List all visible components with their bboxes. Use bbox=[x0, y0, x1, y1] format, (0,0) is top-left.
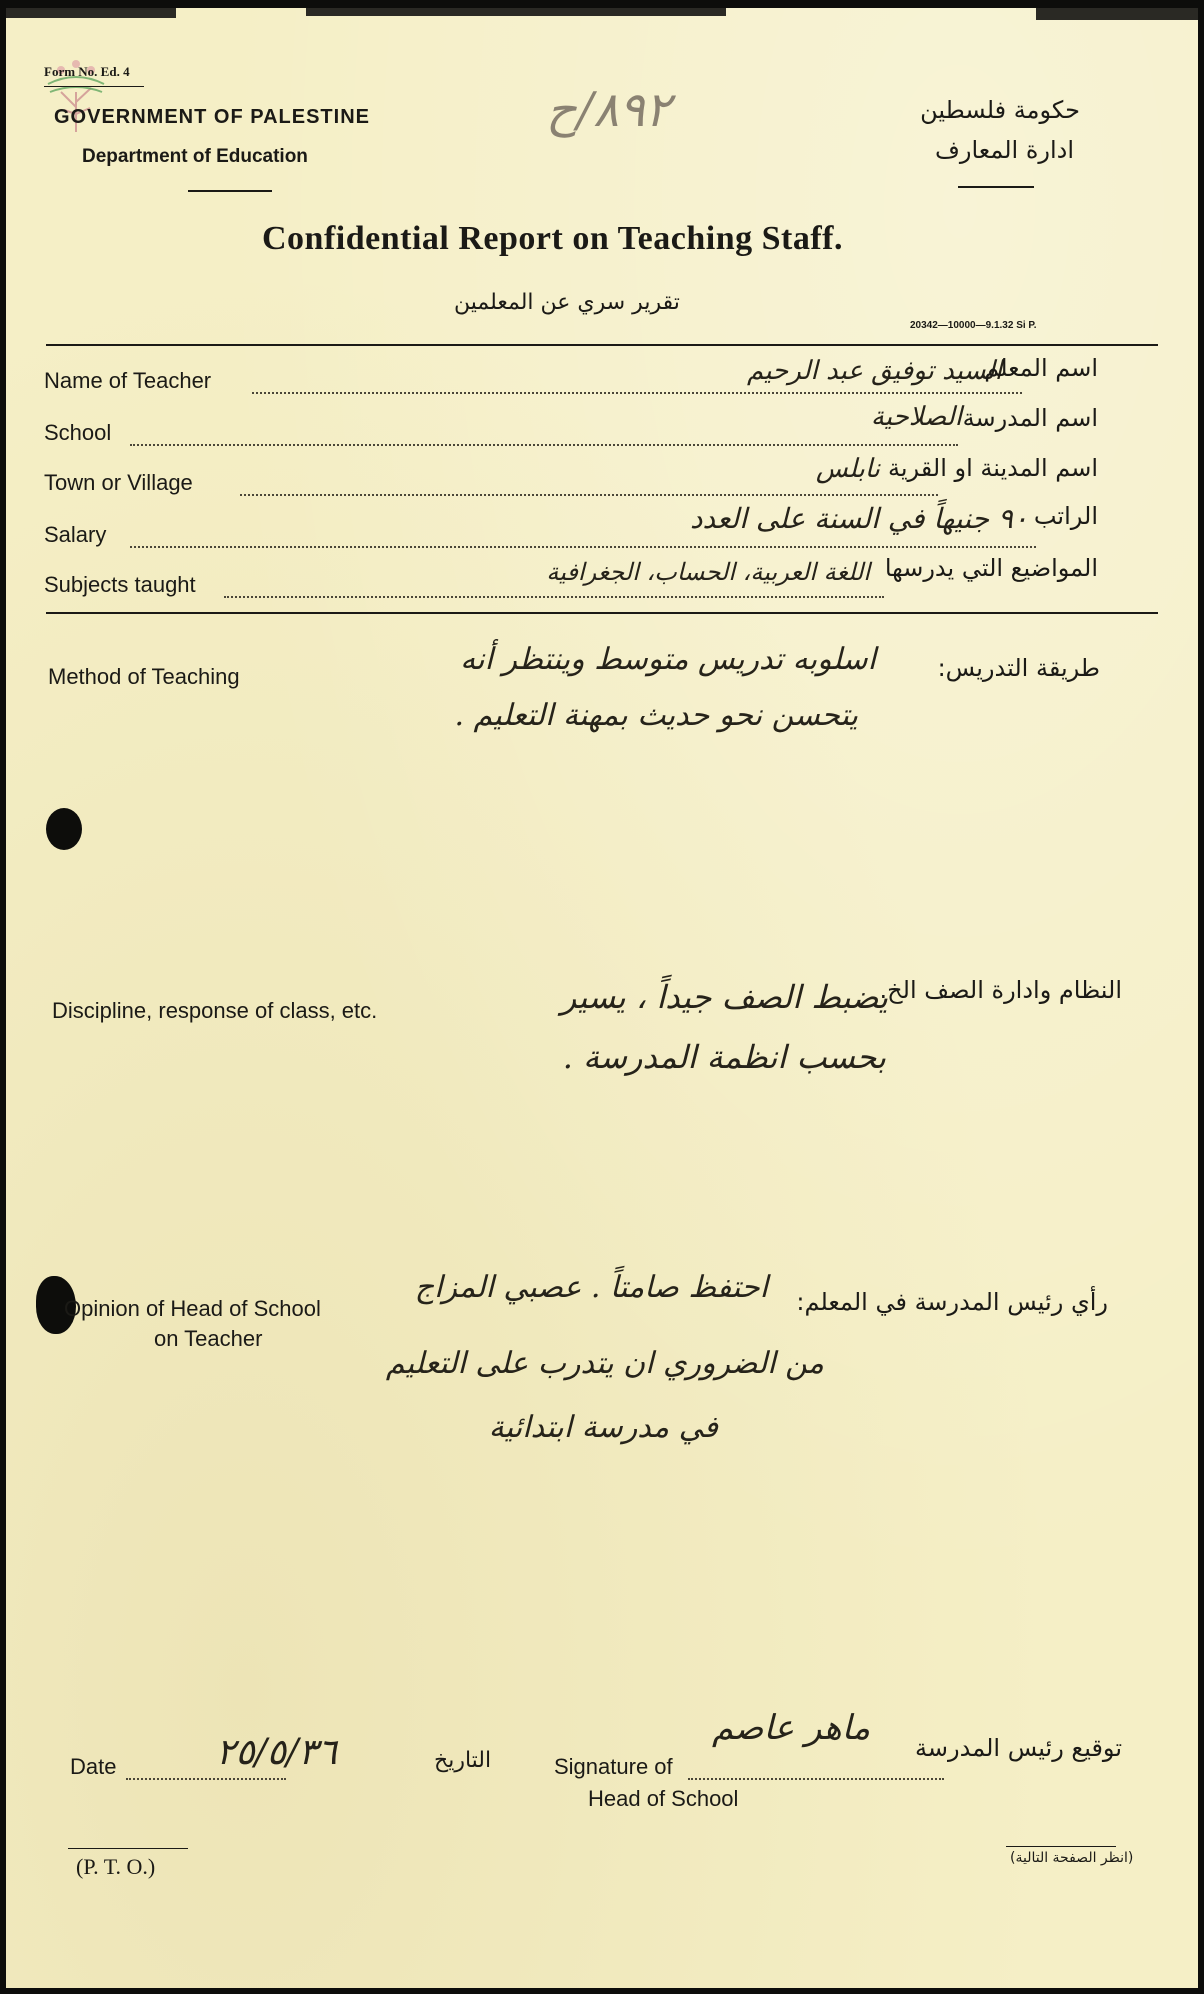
handwritten-line: يضبط الصف جيداً ، يسير bbox=[560, 978, 888, 1016]
section-label-ar: النظام وادارة الصف الخ. bbox=[879, 976, 1122, 1004]
signature-label: Signature of bbox=[554, 1754, 673, 1779]
section-label: Method of Teaching bbox=[48, 664, 240, 689]
handwritten-line: احتفظ صامتاً . عصبي المزاج bbox=[414, 1270, 768, 1305]
date-underline bbox=[126, 1778, 286, 1780]
field-value-handwritten: السيد توفيق عبد الرحيم bbox=[747, 356, 1002, 386]
section-label-line-2: on Teacher bbox=[154, 1326, 263, 1351]
top-divider bbox=[46, 344, 1158, 346]
section-label: Opinion of Head of School bbox=[64, 1296, 321, 1321]
pto-text-ar: (انظر الصفحة التالية) bbox=[1010, 1850, 1134, 1866]
handwritten-line: بحسب انظمة المدرسة . bbox=[562, 1038, 886, 1076]
pto-ar-rule bbox=[1006, 1846, 1116, 1847]
handwritten-line: في مدرسة ابتدائية bbox=[488, 1410, 718, 1445]
report-title: Confidential Report on Teaching Staff. bbox=[262, 220, 843, 257]
pto-rule bbox=[68, 1848, 188, 1849]
field-underline bbox=[224, 596, 884, 598]
field-label-ar: اسم المدرسة bbox=[962, 404, 1098, 432]
pto-text: (P. T. O.) bbox=[76, 1854, 156, 1879]
signature-handwritten: ماهر عاصم bbox=[712, 1708, 871, 1748]
field-label: Subjects taught bbox=[44, 572, 196, 597]
section-label: Discipline, response of class, etc. bbox=[52, 998, 378, 1023]
handwritten-line: يتحسن نحو حديث بمهنة التعليم . bbox=[454, 698, 858, 733]
handwritten-line: اسلوبه تدريس متوسط وينتظر أنه bbox=[460, 642, 876, 677]
date-label: Date bbox=[70, 1754, 117, 1779]
field-label-ar: المواضيع التي يدرسها bbox=[884, 554, 1098, 582]
handwritten-line: من الضروري ان يتدرب على التعليم bbox=[385, 1346, 824, 1381]
field-label-ar: اسم المعلم bbox=[984, 354, 1098, 382]
field-label: Town or Village bbox=[44, 470, 193, 495]
tape-strip-center bbox=[306, 8, 726, 16]
department-title: Department of Education bbox=[82, 146, 308, 167]
tape-strip-right bbox=[1036, 8, 1198, 20]
field-underline bbox=[240, 494, 938, 496]
header-right-rule bbox=[958, 186, 1034, 188]
form-number: Form No. Ed. 4 bbox=[44, 64, 130, 79]
field-underline bbox=[252, 392, 1022, 394]
field-underline bbox=[130, 546, 1036, 548]
field-label-ar: اسم المدينة او القرية bbox=[887, 454, 1098, 482]
field-value-handwritten: اللغة العربية، الحساب، الجغرافية bbox=[546, 558, 870, 586]
reference-number: ٨٩٢/ح bbox=[546, 82, 671, 138]
field-label: Name of Teacher bbox=[44, 368, 212, 393]
form-number-rule bbox=[44, 86, 144, 87]
field-value-handwritten: ٩٠ جنيهاً في السنة على العدد bbox=[690, 502, 1028, 535]
field-value-handwritten: الصلاحية bbox=[870, 402, 962, 432]
government-title-ar: حكومة فلسطين bbox=[920, 96, 1080, 124]
signature-label-line-2: Head of School bbox=[588, 1786, 739, 1811]
section-label-ar: طريقة التدريس: bbox=[937, 654, 1100, 682]
section-label-ar: رأي رئيس المدرسة في المعلم: bbox=[796, 1288, 1108, 1316]
report-title-ar: تقرير سري عن المعلمين bbox=[454, 290, 680, 315]
department-title-ar: ادارة المعارف bbox=[934, 136, 1074, 164]
field-label: School bbox=[44, 420, 112, 445]
signature-underline bbox=[688, 1778, 944, 1780]
report-form-page bbox=[6, 8, 1198, 1988]
field-value-handwritten: نابلس bbox=[815, 454, 880, 484]
field-underline bbox=[130, 444, 958, 446]
header-left-rule bbox=[188, 190, 272, 192]
date-label-ar: التاريخ bbox=[434, 1748, 492, 1773]
government-title: GOVERNMENT OF PALESTINE bbox=[54, 106, 370, 128]
tape-strip-left bbox=[6, 8, 176, 18]
field-label-ar: الراتب bbox=[1033, 502, 1098, 530]
print-code: 20342—10000—9.1.32 Si P. bbox=[910, 320, 1037, 331]
punch-hole bbox=[46, 808, 82, 850]
fields-divider bbox=[46, 612, 1158, 614]
date-value-handwritten: ٢٥/٥/٣٦ bbox=[216, 1732, 337, 1773]
signature-label-ar: توقيع رئيس المدرسة bbox=[915, 1734, 1122, 1762]
field-label: Salary bbox=[44, 522, 107, 547]
